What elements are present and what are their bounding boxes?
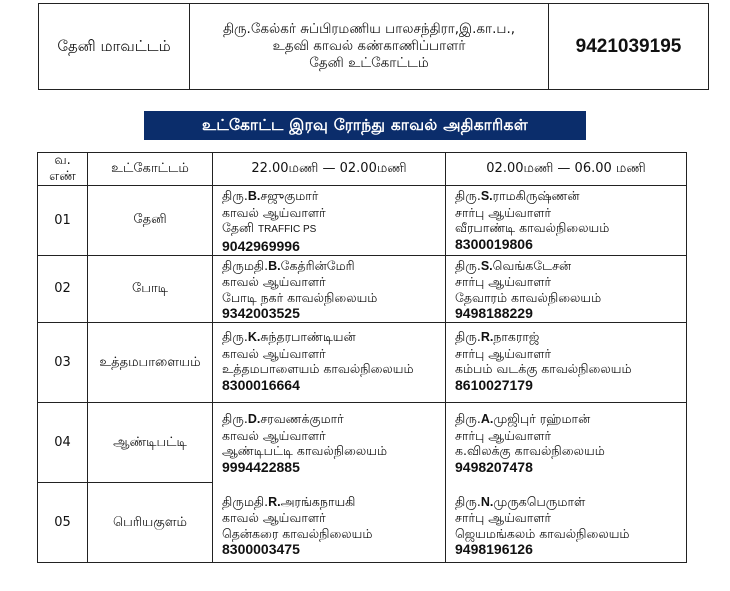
- officer-rank: சார்பு ஆய்வாளர்: [455, 427, 552, 443]
- table-row: [38, 255, 687, 323]
- night-patrol-table: [37, 152, 687, 563]
- col-header-number-line2: எண்: [49, 169, 76, 184]
- officer-rank: சார்பு ஆய்வாளர்: [455, 274, 552, 289]
- officer-name: திருமதி.R.அரங்கநாயகி: [222, 493, 356, 509]
- officer-name: திரு.S.ராமகிருஷ்ணன்: [455, 188, 580, 203]
- officer-phone: 9498188229: [455, 305, 533, 321]
- officer-phone: 8300003475: [222, 541, 300, 557]
- shift-1-officer: [213, 186, 446, 256]
- officer-rank: சார்பு ஆய்வாளர்: [455, 204, 552, 220]
- officer-phone: 8300019806: [455, 235, 533, 252]
- col-header-number: [38, 153, 88, 186]
- officer-station: உத்தமபாளையம் காவல்நிலையம்: [222, 361, 414, 376]
- col-header-shift-1: 22.00மணி — 02.00மணி: [213, 153, 446, 186]
- row-number: 02: [38, 255, 88, 323]
- col-header-shift-2: 02.00மணி — 06.00 மணி: [446, 153, 687, 186]
- shift-2-officers-merged: [446, 403, 687, 563]
- row-number: 03: [38, 323, 88, 403]
- officer-station: தேவாரம் காவல்நிலையம்: [455, 289, 602, 305]
- col-header-subdivision: உட்கோட்டம்: [88, 153, 213, 186]
- officer-designation: உதவி காவல் கண்காணிப்பாளர்: [272, 38, 466, 54]
- page-title: உட்கோட்ட இரவு ரோந்து காவல் அதிகாரிகள்: [144, 111, 586, 140]
- shift-1-officers-merged: [213, 403, 446, 563]
- officer-name: திரு.கேல்கர் சுப்பிரமணிய பாலசந்திரா,இ.கா.ப.,: [222, 21, 516, 37]
- officer-name: திரு.A.முஜிபுர் ரஹ்மான்: [455, 411, 591, 426]
- row-number: 04: [38, 403, 88, 483]
- officer-rank: காவல் ஆய்வாளர்: [222, 345, 326, 361]
- officer-subdivision: தேனி உட்கோட்டம்: [309, 55, 429, 71]
- officer-rank: சார்பு ஆய்வாளர்: [455, 510, 552, 525]
- header-box: [38, 3, 709, 90]
- table-row: [38, 403, 687, 483]
- officer-name: திரு.D.சரவணக்குமார்: [222, 411, 344, 426]
- row-subdivision: போடி: [88, 255, 213, 323]
- shift-2-officer: [446, 186, 687, 256]
- officer-rank: காவல் ஆய்வாளர்: [222, 510, 326, 525]
- officer-station: தென்கரை காவல்நிலையம்: [222, 525, 373, 541]
- officer-rank: காவல் ஆய்வாளர்: [222, 274, 326, 289]
- officer-phone: 9042969996: [222, 237, 300, 254]
- officer-name: திரு.R.நாகராஜ்: [455, 329, 540, 344]
- officer-rank: காவல் ஆய்வாளர்: [222, 204, 326, 220]
- row-subdivision: தேனி: [88, 186, 213, 256]
- shift-2-officer: [446, 323, 687, 403]
- officer-station: போடி நகர் காவல்நிலையம்: [222, 289, 378, 305]
- table-row: [38, 323, 687, 403]
- officer-station: ஜெயமங்கலம் காவல்நிலையம்: [455, 525, 630, 541]
- officer-details: [190, 4, 549, 89]
- officer-rank: சார்பு ஆய்வாளர்: [455, 345, 552, 361]
- officer-phone: 8300016664: [222, 376, 300, 393]
- row-subdivision: உத்தமபாளையம்: [88, 323, 213, 403]
- officer-phone: 8610027179: [455, 376, 533, 393]
- officer-phone: 9421039195: [575, 35, 682, 57]
- officer-station: க.விலக்கு காவல்நிலையம்: [455, 443, 605, 458]
- officer-rank: காவல் ஆய்வாளர்: [222, 427, 326, 443]
- officer-name: திரு.N.முருகபெருமாள்: [455, 493, 586, 509]
- table-row: [38, 186, 687, 256]
- row-number: 01: [38, 186, 88, 256]
- officer-station: ஆண்டிபட்டி காவல்நிலையம்: [222, 443, 388, 458]
- officer-station: தேனி TRAFFIC PS: [222, 220, 317, 235]
- shift-1-officer: [213, 255, 446, 323]
- district-name: தேனி மாவட்டம்: [39, 4, 190, 89]
- row-subdivision: பெரியகுளம்: [88, 483, 213, 563]
- officer-station: வீரபாண்டி காவல்நிலையம்: [455, 220, 610, 235]
- officer-name: திருமதி.B.கேத்ரின்மேரி: [222, 257, 355, 273]
- row-number: 05: [38, 483, 88, 563]
- officer-phone: 9498207478: [455, 458, 533, 475]
- officer-phone: 9498196126: [455, 541, 533, 557]
- officer-name: திரு.S.வெங்கடேசன்: [455, 257, 572, 273]
- officer-phone: 9994422885: [222, 458, 300, 475]
- officer-name: திரு.B.சஜுகுமார்: [222, 188, 319, 203]
- officer-phone: 9342003525: [222, 305, 300, 321]
- col-header-number-line1: வ.: [54, 153, 71, 168]
- table-header-row: [38, 153, 687, 186]
- row-subdivision: ஆண்டிபட்டி: [88, 403, 213, 483]
- shift-1-officer: [213, 323, 446, 403]
- shift-2-officer: [446, 255, 687, 323]
- officer-station: கம்பம் வடக்கு காவல்நிலையம்: [455, 361, 632, 376]
- officer-name: திரு.K.சுந்தரபாண்டியன்: [222, 329, 356, 344]
